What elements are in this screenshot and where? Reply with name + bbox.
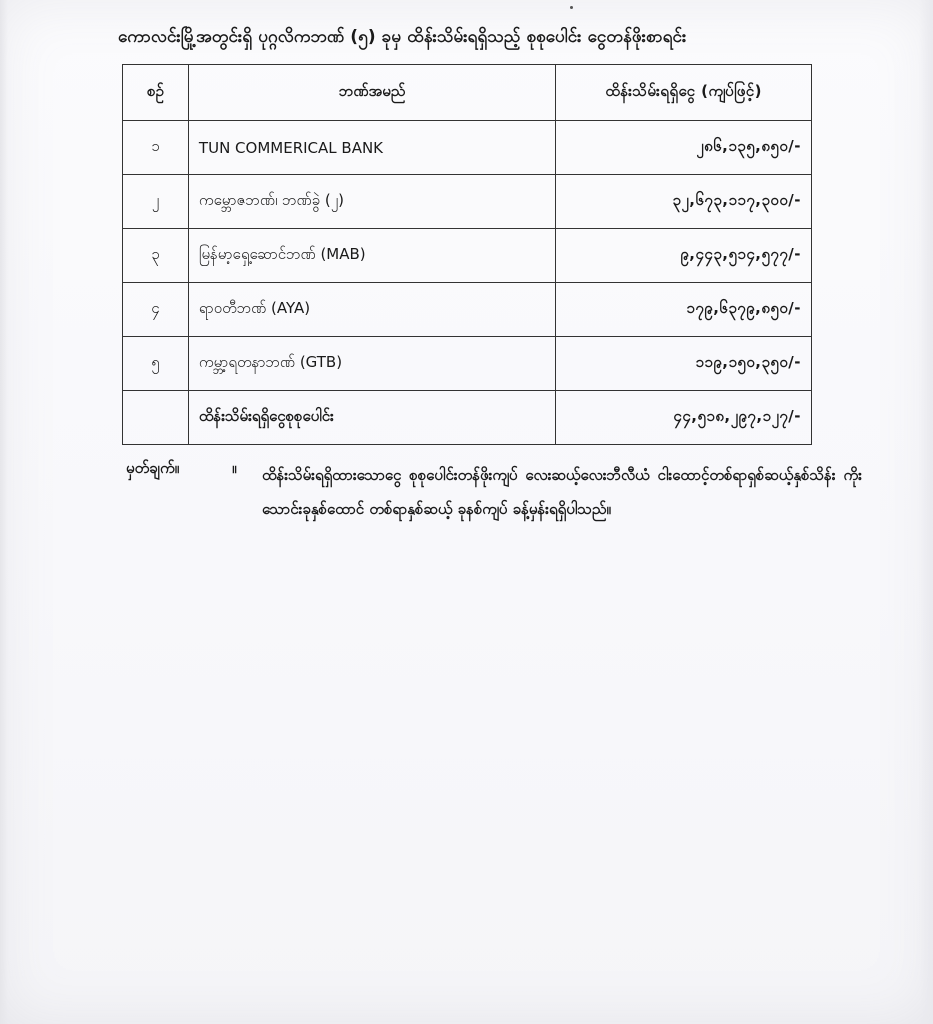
table-row (123, 229, 812, 283)
table-total-row (123, 391, 812, 445)
row-amount: ၃၂,၆၇၃,၁၁၇,၃၀၀/- (556, 175, 812, 229)
table-row (123, 175, 812, 229)
table-header-row (123, 65, 812, 121)
row-bank-name: ကမ္ဘောဇဘဏ်၊ ဘဏ်ခွဲ (၂) (188, 175, 555, 229)
row-no: ၃ (123, 229, 189, 283)
row-amount: ၂၈၆,၁၃၅,၈၅၀/- (556, 121, 812, 175)
note-text: ထိန်းသိမ်းရရှိထားသောငွေ စုစုပေါင်းတန်ဖိုးကျပ် လေးဆယ့်လေးဘီလီယံ ငါးထောင့်တစ်ရာရှစ်ဆယ့်နှစ်သိန်း ကိုးသောင်းခုနှစ်ထောင် တစ်ရာနှစ်ဆယ့် ခုနစ်ကျပ် ခန့်မှန်းရရှိပါသည်။ (262, 466, 862, 518)
header-no: စဉ် (123, 65, 189, 121)
row-no: ၂ (123, 175, 189, 229)
row-no: ၄ (123, 283, 189, 337)
total-amount: ၄၄,၅၁၈,၂၉၇,၁၂၇/- (556, 391, 812, 445)
header-amount: ထိန်းသိမ်းရရှိငွေ (ကျပ်ဖြင့်) (556, 65, 812, 121)
table-row (123, 337, 812, 391)
total-no (123, 391, 189, 445)
ink-dot (570, 6, 573, 9)
row-bank-name: မြန်မာ့ရှေ့ဆောင်ဘဏ် (MAB) (188, 229, 555, 283)
bank-deposit-table (122, 64, 812, 445)
row-amount: ၁၇၉,၆၃၇၉,၈၅၀/- (556, 283, 812, 337)
total-label: ထိန်းသိမ်းရရှိငွေစုစုပေါင်း (188, 391, 555, 445)
table-row (123, 283, 812, 337)
row-no: ၁ (123, 121, 189, 175)
row-bank-name: TUN COMMERICAL BANK (188, 121, 555, 175)
row-bank-name: ကမ္ဘာ့ရတနာဘဏ် (GTB) (188, 337, 555, 391)
header-bank-name: ဘဏ်အမည် (188, 65, 555, 121)
page-right-shadow (919, 0, 933, 1024)
row-amount: ၁၁၉,၁၅၀,၃၅၀/- (556, 337, 812, 391)
note-separator: ။ (232, 459, 237, 477)
row-bank-name: ရာဝတီဘဏ် (AYA) (188, 283, 555, 337)
note-label: မှတ်ချက်။ (126, 459, 180, 477)
document-title: ကောလင်းမြို့အတွင်းရှိ ပုဂ္ဂလိကဘဏ် (၅) ခုမှ ထိန်းသိမ်းရရှိသည့် စုစုပေါင်း ငွေတန်ဖိုးစာရင်း (118, 27, 687, 47)
row-amount: ၉,၄၄၃,၅၁၄,၅၇၇/- (556, 229, 812, 283)
table-row (123, 121, 812, 175)
row-no: ၅ (123, 337, 189, 391)
page-left-shadow (0, 0, 8, 1024)
